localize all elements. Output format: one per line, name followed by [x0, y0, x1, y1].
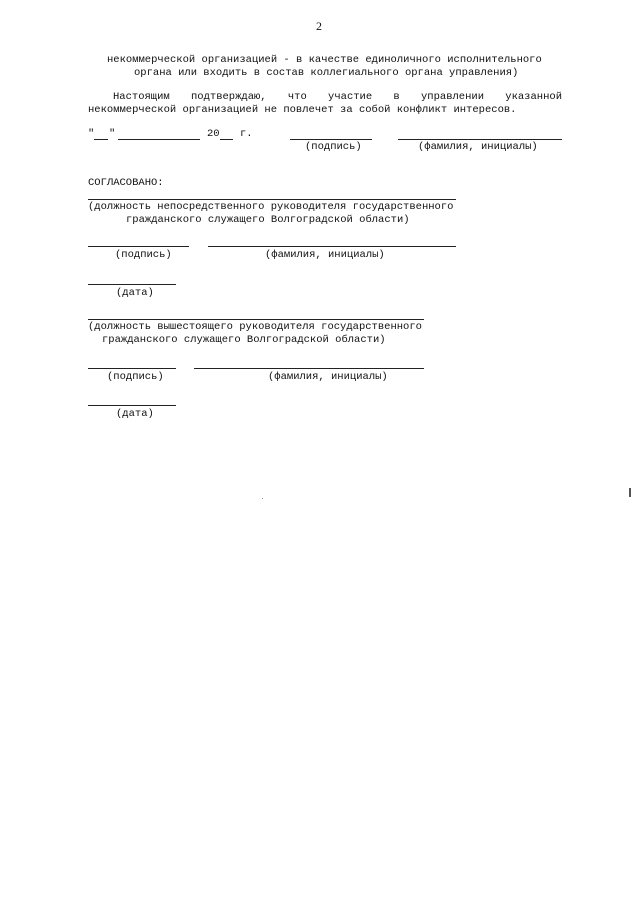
block1-name-caption: (фамилия, инициалы): [265, 249, 385, 261]
page-number: 2: [316, 19, 322, 33]
confirm-line-2: некоммерческой организацией не повлечет за собой конфликт интересов.: [88, 104, 517, 116]
confirm-line-1: [113, 91, 562, 104]
position-2-blank[interactable]: [88, 319, 424, 320]
confirm-word: в: [393, 91, 400, 103]
date-quote-close: ": [109, 128, 116, 140]
block2-date-blank[interactable]: [88, 405, 176, 406]
scan-speck: [629, 488, 631, 497]
approved-label: СОГЛАСОВАНО:: [88, 177, 164, 189]
position-1-caption-line-1: (должность непосредственного руководителя государственного: [88, 201, 454, 213]
date-month-blank[interactable]: [118, 139, 200, 140]
name-blank[interactable]: [398, 139, 562, 140]
confirm-word: участие: [328, 91, 373, 103]
intro-line-1: некоммерческой организацией - в качестве единоличного исполнительного: [107, 54, 542, 66]
confirm-word: Настоящим: [113, 91, 170, 103]
block2-name-blank[interactable]: [194, 368, 424, 369]
block1-signature-caption: (подпись): [115, 249, 172, 261]
position-1-blank[interactable]: [88, 199, 456, 200]
position-1-caption-line-2: гражданского служащего Волгоградской области): [126, 214, 410, 226]
signature-blank[interactable]: [290, 139, 372, 140]
block1-signature-blank[interactable]: [88, 246, 189, 247]
block1-date-blank[interactable]: [88, 284, 176, 285]
confirm-word: указанной: [505, 91, 562, 103]
scan-speck: [262, 498, 263, 499]
date-year-prefix: 20: [207, 128, 220, 140]
block2-date-caption: (дата): [116, 408, 154, 420]
block2-signature-blank[interactable]: [88, 368, 176, 369]
date-year-suffix: г.: [240, 128, 253, 140]
position-2-caption-line-1: (должность вышестоящего руководителя государственного: [88, 321, 422, 333]
block1-date-caption: (дата): [116, 287, 154, 299]
confirm-word: подтверждаю,: [190, 91, 267, 103]
intro-line-2: органа или входить в состав коллегиального органа управления): [134, 67, 519, 79]
confirm-word: управлении: [421, 91, 485, 103]
date-day-blank[interactable]: [94, 139, 108, 140]
date-year-blank[interactable]: [220, 139, 233, 140]
block2-name-caption: (фамилия, инициалы): [268, 371, 388, 383]
name-caption: (фамилия, инициалы): [418, 141, 538, 153]
position-2-caption-line-2: гражданского служащего Волгоградской области): [102, 334, 386, 346]
block2-signature-caption: (подпись): [107, 371, 164, 383]
date-quote-open: ": [88, 128, 95, 140]
block1-name-blank[interactable]: [208, 246, 456, 247]
signature-caption: (подпись): [305, 141, 362, 153]
confirm-word: что: [287, 91, 307, 103]
